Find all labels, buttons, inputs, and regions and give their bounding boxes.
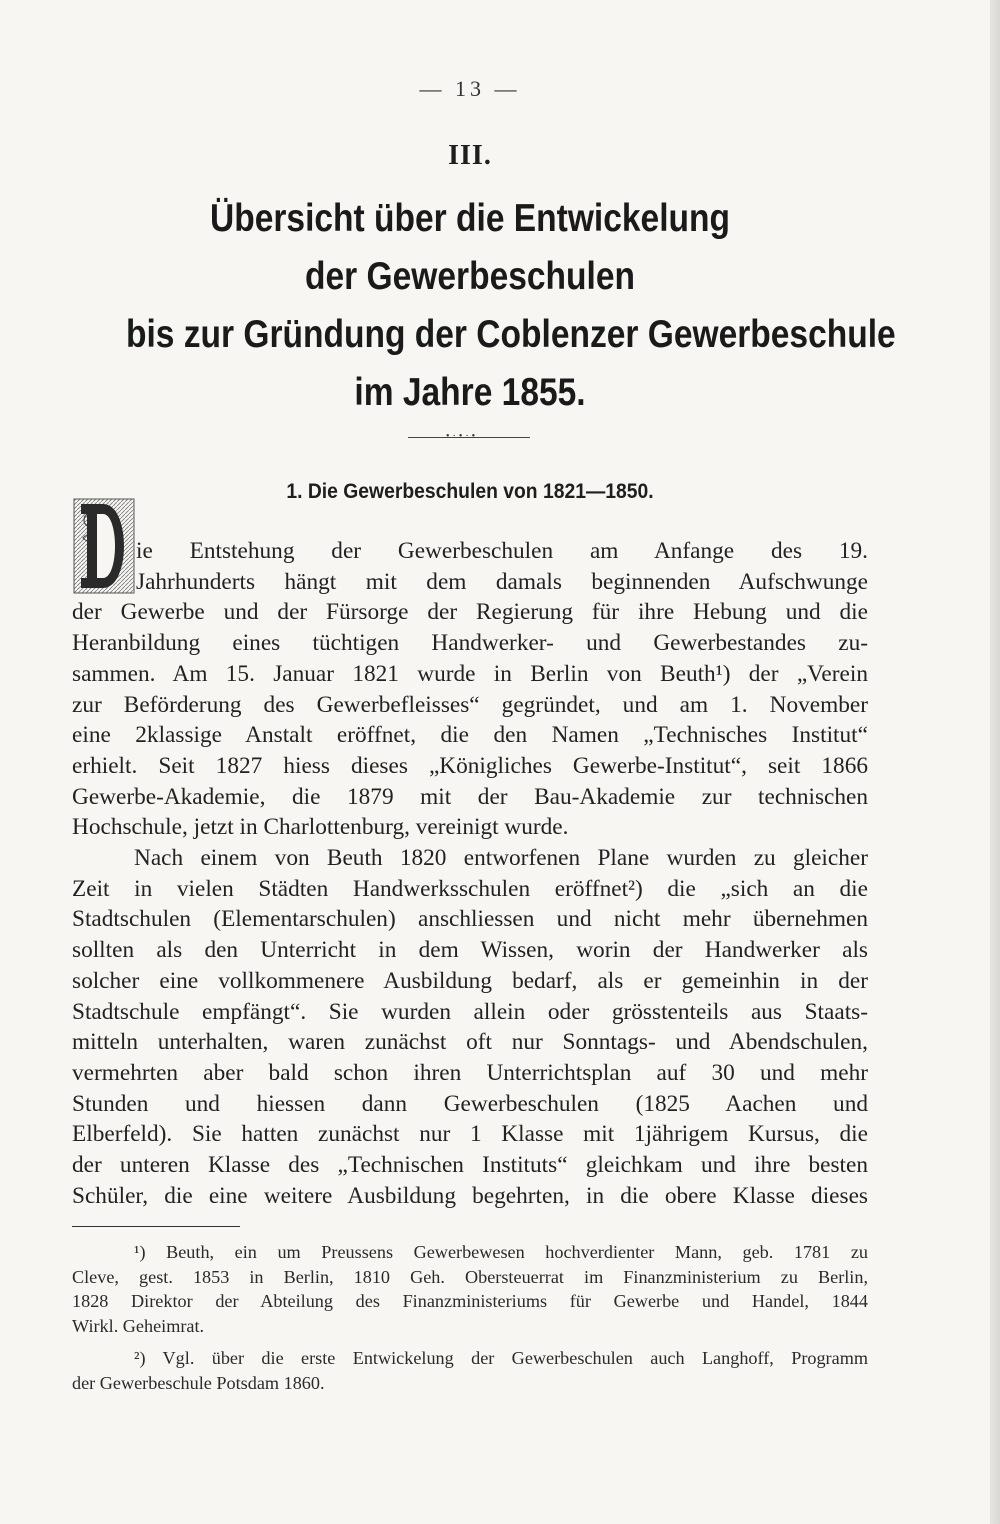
text-line: Zeit in vielen Städten Handwerksschulen eröffnet²) die „sich an die [72, 875, 868, 902]
footnote-line: 1828 Direktor der Abteilung des Finanzministeriums für Gewerbe und Handel, 1844 [72, 1291, 868, 1311]
text-line: sollten als den Unterricht in dem Wissen, worin der Handwerker als [72, 937, 868, 964]
text-line: Heranbildung eines tüchtigen Handwerker- und Gewerbestandes zu- [72, 630, 868, 657]
text-line: Stadtschule empfängt“. Sie wurden allein oder grösstenteils aus Staats- [72, 998, 868, 1025]
text-line: Schüler, die eine weitere Ausbildung begehrten, in die obere Klasse dieses [72, 1182, 868, 1209]
text-line: sammen. Am 15. Januar 1821 wurde in Berlin von Beuth¹) der „Verein [72, 660, 868, 687]
text-line: solcher eine vollkommenere Ausbildung bedarf, als er gemeinhin in der [72, 967, 868, 994]
footnote-1 [72, 1240, 868, 1338]
text-line: Jahrhunderts hängt mit dem damals beginnenden Aufschwunge [136, 568, 868, 595]
footnote-line: ²) Vgl. über die erste Entwickelung der Gewerbeschulen auch Langhoff, Programm [134, 1348, 868, 1368]
footnotes [72, 1240, 868, 1395]
text-line: Gewerbe-Akademie, die 1879 mit der Bau-Akademie zur technischen [72, 783, 868, 810]
text-line: Stunden und hiessen dann Gewerbeschulen (1825 Aachen und [72, 1090, 868, 1117]
text-line: Hochschule, jetzt in Charlottenburg, vereinigt wurde. [72, 814, 569, 841]
text-line: mitteln unterhalten, waren zunächst oft nur Sonntags- und Abendschulen, [72, 1029, 868, 1056]
chapter-number: III. [448, 140, 492, 171]
text-line: Nach einem von Beuth 1820 entworfenen Plane wurden zu gleicher [134, 845, 868, 872]
footnote-line: Wirkl. Geheimrat. [72, 1315, 205, 1336]
text-line: eine 2klassige Anstalt eröffnet, die den Namen „Technisches Institut“ [72, 722, 868, 749]
text-line: erhielt. Seit 1827 hiess dieses „Königliches Gewerbe-Institut“, seit 1866 [72, 752, 868, 779]
footnote-divider [72, 1226, 240, 1227]
title-ornament-rule: •·•·• [408, 437, 530, 440]
chapter-title-line: im Jahre 1855. [354, 371, 586, 414]
body-text [72, 536, 868, 1211]
footnote-line: ¹) Beuth, ein um Preussens Gewerbewesen hochverdienter Mann, geb. 1781 zu [134, 1242, 868, 1262]
chapter-title-line: bis zur Gründung der Coblenzer Gewerbeschule [126, 313, 896, 356]
paragraph-1 [72, 536, 868, 843]
text-line: der Gewerbe und der Fürsorge der Regierung für ihre Hebung und die [72, 599, 868, 626]
text-line: Stadtschulen (Elementarschulen) anschliessen und nicht mehr übernehmen [72, 906, 868, 933]
text-line: vermehrten aber bald schon ihren Unterrichtsplan auf 30 und mehr [72, 1059, 868, 1086]
chapter-title [126, 190, 896, 422]
footnote-2 [72, 1346, 868, 1395]
footnote-line: Cleve, gest. 1853 in Berlin, 1810 Geh. Obersteuerrat im Finanzministerium zu Berlin, [72, 1266, 868, 1287]
text-line: ie Entstehung der Gewerbeschulen am Anfange des 19. [136, 538, 868, 564]
text-line: Elberfeld). Sie hatten zunächst nur 1 Klasse mit 1jährigem Kursus, die [72, 1121, 868, 1148]
section-heading: 1. Die Gewerbeschulen von 1821—1850. [286, 480, 654, 503]
page-edge [990, 0, 1000, 1524]
chapter-title-line: der Gewerbeschulen [305, 255, 635, 298]
page-number: — 13 — [419, 76, 521, 101]
footnote-line: der Gewerbeschule Potsdam 1860. [72, 1372, 325, 1393]
text-line: zur Beförderung des Gewerbefleisses“ gegründet, und am 1. November [72, 691, 868, 718]
paragraph-2 [72, 843, 868, 1211]
text-line: der unteren Klasse des „Technischen Instituts“ gleichkam und ihre besten [72, 1152, 868, 1179]
chapter-title-line: Übersicht über die Entwickelung [210, 197, 730, 240]
